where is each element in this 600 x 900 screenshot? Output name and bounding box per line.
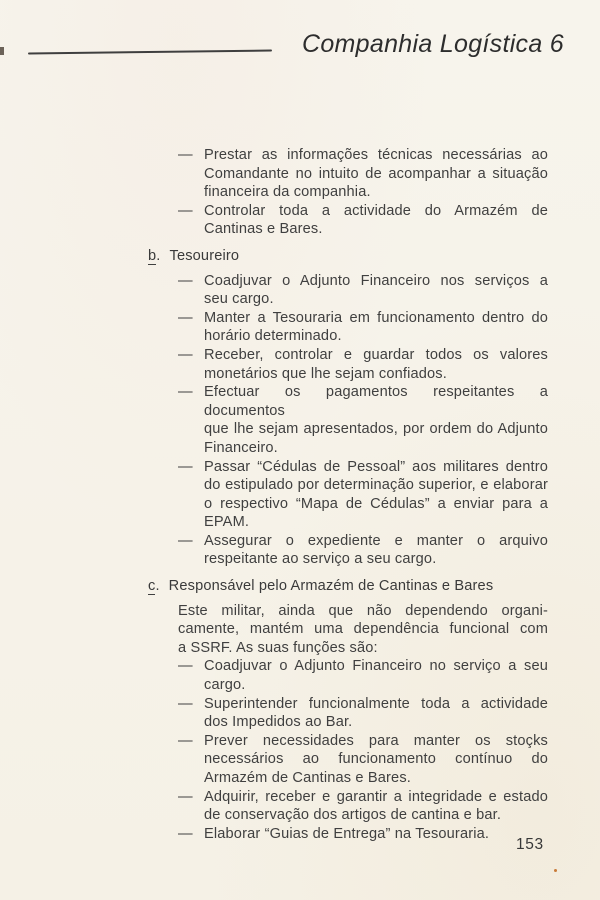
bullet-dash: — — [178, 732, 193, 749]
text-line: Coadjuvar o Adjunto Financeiro nos serviços a — [204, 272, 548, 289]
text-line: Este militar, ainda que não dependendo organi- — [178, 602, 548, 619]
list-item — [178, 657, 600, 694]
text-line: camente, mantém uma dependência funcional com — [178, 621, 548, 638]
list-item — [178, 532, 600, 569]
section-heading-b — [148, 247, 600, 266]
list-item — [178, 695, 600, 732]
bullet-text — [204, 383, 548, 457]
bullet-dash: — — [178, 309, 193, 326]
text-line: necessários ao funcionamento contínuo do — [204, 751, 548, 768]
text-line: Cantinas e Bares. — [204, 221, 323, 238]
scan-artifact — [0, 47, 4, 55]
bullet-text — [204, 732, 548, 788]
bullet-text — [204, 788, 548, 825]
document-body — [0, 146, 600, 843]
list-item — [178, 732, 600, 788]
text-line: Superintender funcionalmente toda a actividade — [204, 695, 548, 712]
list-item — [178, 146, 600, 202]
text-line: Manter a Tesouraria em funcionamento dentro do — [204, 309, 548, 326]
text-line: Efectuar os pagamentos respeitantes a documentos — [204, 384, 548, 419]
bullet-dash: — — [178, 272, 193, 289]
text-line: financeira da companhia. — [204, 184, 371, 201]
list-item — [178, 788, 600, 825]
bullet-text — [204, 146, 548, 202]
section-letter: b. — [148, 247, 161, 264]
list-item — [178, 346, 600, 383]
text-line: que lhe sejam apresentados, por ordem do Adjunto — [204, 421, 548, 438]
text-line: cargo. — [204, 677, 246, 694]
text-line: EPAM. — [204, 514, 250, 531]
bullet-text — [204, 532, 548, 569]
scan-artifact — [554, 869, 557, 872]
text-line: respeitante ao serviço a seu cargo. — [204, 551, 437, 568]
list-item — [178, 272, 600, 309]
text-line: Assegurar o expediente e manter o arquivo — [204, 532, 548, 549]
bullet-text — [204, 657, 548, 694]
text-line: a SSRF. As suas funções são: — [178, 639, 378, 656]
text-line: Passar “Cédulas de Pessoal” aos militares dentro — [204, 458, 548, 475]
list-item — [178, 458, 600, 532]
bullet-dash: — — [178, 658, 193, 675]
text-line: o respectivo “Mapa de Cédulas” a enviar para a — [204, 495, 548, 512]
bullet-dash: — — [178, 202, 193, 219]
text-line: Coadjuvar o Adjunto Financeiro no serviço a seu — [204, 658, 548, 675]
bullet-dash: — — [178, 384, 193, 401]
text-line: seu cargo. — [204, 291, 274, 308]
bullet-text — [204, 695, 548, 732]
bullet-text — [204, 309, 548, 346]
bullet-dash: — — [178, 695, 193, 712]
paragraph — [178, 602, 548, 658]
bullet-dash: — — [178, 825, 193, 842]
text-line: Prever necessidades para manter os stoçks — [204, 732, 548, 749]
section-title: Responsável pelo Armazém de Cantinas e Bares — [168, 578, 494, 595]
text-line: Adquirir, receber e garantir a integridade e estado — [204, 788, 548, 805]
text-line: de conservação dos artigos de cantina e bar. — [204, 807, 502, 824]
bullet-text — [204, 202, 548, 239]
text-line: Receber, controlar e guardar todos os valores — [204, 346, 548, 363]
bullet-text — [204, 458, 548, 532]
header-rule — [28, 50, 272, 55]
list-item — [178, 383, 600, 457]
bullet-text — [204, 346, 548, 383]
list-item — [178, 309, 600, 346]
bullet-dash: — — [178, 532, 193, 549]
list-item — [178, 202, 600, 239]
section-title: Tesoureiro — [169, 247, 240, 264]
text-line: Armazém de Cantinas e Bares. — [204, 770, 411, 786]
text-line: monetários que lhe sejam confiados. — [204, 365, 447, 382]
page-header-title: Companhia Logística 6 — [301, 30, 564, 58]
page-number: 153 — [516, 836, 544, 853]
section-heading-c — [148, 577, 600, 596]
bullet-text — [204, 825, 548, 844]
text-line: Comandante no intuito de acompanhar a situação — [204, 165, 548, 182]
text-line: Prestar as informações técnicas necessárias ao — [204, 147, 548, 163]
text-line: do estipulado por determinação superior, e elaborar — [204, 477, 548, 494]
section-letter: c. — [148, 578, 160, 595]
text-line: horário determinado. — [204, 328, 342, 345]
bullet-dash: — — [178, 147, 193, 163]
text-line: Elaborar “Guias de Entrega” na Tesouraria. — [204, 825, 490, 842]
text-line: dos Impedidos ao Bar. — [204, 714, 353, 731]
bullet-dash: — — [178, 458, 193, 475]
text-line: Financeiro. — [204, 439, 278, 456]
bullet-dash: — — [178, 788, 193, 805]
bullet-dash: — — [178, 346, 193, 363]
bullet-text — [204, 272, 548, 309]
text-line: Controlar toda a actividade do Armazém de — [204, 202, 548, 219]
